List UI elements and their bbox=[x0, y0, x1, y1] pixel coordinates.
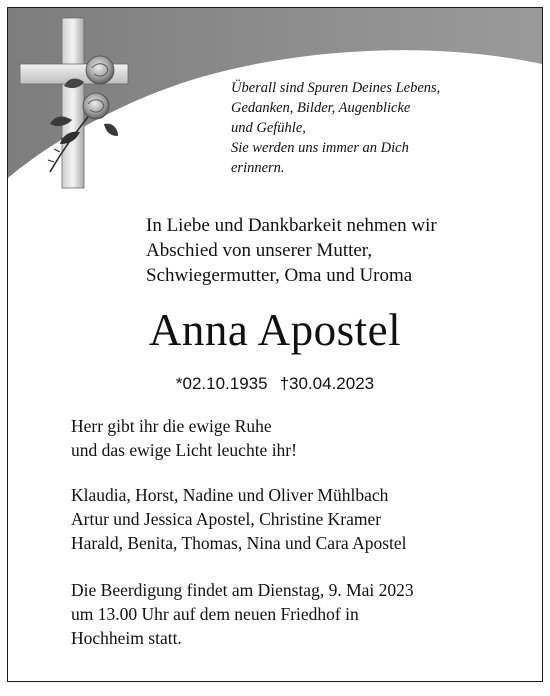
prayer-verse bbox=[71, 414, 297, 462]
poem-line: Gedanken, Bilder, Augenblicke bbox=[231, 100, 411, 116]
death-date: †30.04.2023 bbox=[279, 374, 375, 393]
funeral-info bbox=[71, 578, 414, 650]
funeral-line: Hochheim statt. bbox=[71, 628, 182, 648]
obituary-notice bbox=[7, 7, 543, 682]
intro-text bbox=[146, 213, 437, 288]
cross-with-roses-icon bbox=[14, 12, 134, 192]
funeral-line: um 13.00 Uhr auf dem neuen Friedhof in bbox=[71, 604, 359, 624]
family-line: Klaudia, Horst, Nadine und Oliver Mühlbach bbox=[71, 485, 389, 505]
poem-line: Überall sind Spuren Deines Lebens, bbox=[231, 80, 441, 96]
intro-line: Schwiegermutter, Oma und Uroma bbox=[146, 265, 413, 286]
poem-line: erinnern. bbox=[231, 160, 285, 176]
verse-line: und das ewige Licht leuchte ihr! bbox=[71, 440, 297, 460]
family-line: Artur und Jessica Apostel, Christine Kramer bbox=[71, 509, 382, 529]
verse-line: Herr gibt ihr die ewige Ruhe bbox=[71, 416, 272, 436]
family-line: Harald, Benita, Thomas, Nina und Cara Apostel bbox=[71, 533, 407, 553]
deceased-name: Anna Apostel bbox=[148, 305, 402, 355]
poem bbox=[231, 78, 440, 178]
intro-line: In Liebe und Dankbarkeit nehmen wir bbox=[146, 215, 437, 236]
poem-line: und Gefühle, bbox=[231, 120, 306, 136]
intro-line: Abschied von unserer Mutter, bbox=[146, 240, 373, 261]
poem-line: Sie werden uns immer an Dich bbox=[231, 140, 409, 156]
life-dates bbox=[8, 373, 542, 395]
birth-date: *02.10.1935 bbox=[175, 374, 268, 393]
family-names bbox=[71, 483, 407, 555]
funeral-line: Die Beerdigung findet am Dienstag, 9. Mai 2023 bbox=[71, 580, 414, 600]
